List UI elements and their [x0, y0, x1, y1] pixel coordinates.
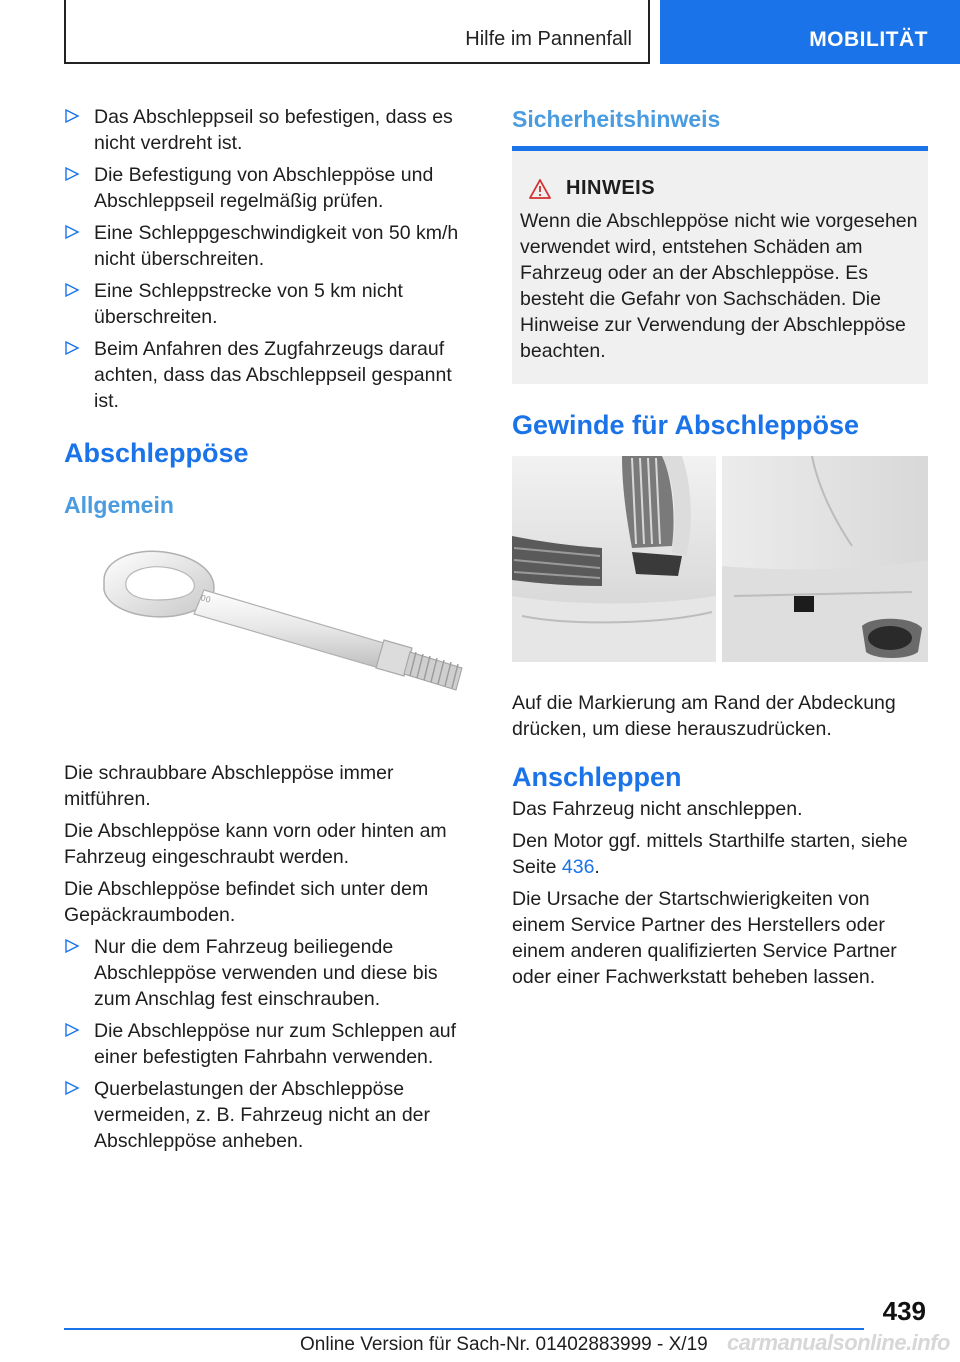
notice-title-row: [520, 177, 920, 200]
bullet-list-top: [64, 104, 478, 414]
list-item-text: Nur die dem Fahrzeug beiliegende Abschleppöse verwenden und diese bis zum Anschlag fest einschrauben.: [94, 936, 438, 1010]
list-item-text: Beim Anfahren des Zugfahrzeugs darauf achten, dass das Abschleppseil gespannt ist.: [94, 338, 452, 412]
tow-eye-illustration: [64, 530, 478, 740]
heading-abschleppoese: Abschleppöse: [64, 438, 249, 468]
notice-title: HINWEIS: [566, 177, 656, 199]
heading-anschleppen: Anschleppen: [512, 762, 682, 792]
subheading-allgemein: Allgemein: [64, 492, 174, 518]
page-number: 439: [882, 1296, 926, 1326]
paragraph: Die Ursache der Startschwierigkeiten von einem Service Partner des Herstellers oder einem anderen qualifizierten Service Partner oder einer Fachwerkstatt beheben lassen.: [512, 888, 897, 988]
reference-suffix: .: [594, 856, 600, 878]
triangle-bullet-icon: [64, 1080, 80, 1096]
svg-text:00: 00: [199, 593, 212, 605]
triangle-bullet-icon: [64, 938, 80, 954]
list-item-text: Eine Schleppstrecke von 5 km nicht überschreiten.: [94, 280, 403, 328]
paragraph-page-reference: [512, 828, 928, 880]
triangle-bullet-icon: [64, 108, 80, 124]
list-item: [64, 1076, 478, 1154]
header-chapter-title: MOBILITÄT: [809, 28, 928, 51]
notice-text: Wenn die Abschleppöse nicht wie vorgesehen verwendet wird, entstehen Schäden am Fahrzeug oder an der Abschleppöse. Es besteht die Gefahr von Sachschäden. Die Hinweise zur Verwendung der Abschleppöse beachten.: [520, 210, 918, 362]
triangle-bullet-icon: [64, 340, 80, 356]
footer-online-version: Online Version für Sach-Nr. 01402883999 - X/19: [300, 1334, 708, 1355]
header-section-title: Hilfe im Pannenfall: [465, 28, 632, 50]
triangle-bullet-icon: [64, 1022, 80, 1038]
paragraph: Das Fahrzeug nicht anschleppen.: [512, 798, 803, 820]
list-item-text: Querbelastungen der Abschleppöse vermeiden, z. B. Fahrzeug nicht an der Abschleppöse anheben.: [94, 1078, 431, 1152]
thread-instruction: Auf die Markierung am Rand der Abdeckung drücken, um diese herauszudrücken.: [512, 692, 896, 740]
list-item-text: Das Abschleppseil so befestigen, dass es nicht verdreht ist.: [94, 106, 453, 154]
header-chapter-tab: [660, 0, 960, 64]
list-item: [64, 336, 478, 414]
watermark: carmanualsonline.info: [727, 1330, 950, 1355]
list-item-text: Die Befestigung von Abschleppöse und Abschleppseil regelmäßig prüfen.: [94, 164, 434, 212]
list-item-text: Eine Schleppgeschwindigkeit von 50 km/h nicht überschreiten.: [94, 222, 459, 270]
list-item: [64, 934, 478, 1012]
triangle-bullet-icon: [64, 282, 80, 298]
list-item: [64, 162, 478, 214]
heading-sicherheitshinweis: Sicherheitshinweis: [512, 106, 721, 132]
right-column: [512, 104, 928, 996]
list-item: [64, 1018, 478, 1070]
list-item: [64, 220, 478, 272]
triangle-bullet-icon: [64, 166, 80, 182]
header-section-box: [64, 0, 650, 64]
paragraph: Die Abschleppöse befindet sich unter dem Gepäckraumboden.: [64, 878, 429, 926]
list-item: [64, 104, 478, 156]
heading-gewinde: Gewinde für Abschleppöse: [512, 410, 860, 440]
list-item-text: Die Abschleppöse nur zum Schleppen auf einer befestigten Fahrbahn verwenden.: [94, 1020, 457, 1068]
left-column: [64, 104, 478, 1160]
paragraph: Die Abschleppöse kann vorn oder hinten am Fahrzeug eingeschraubt werden.: [64, 820, 447, 868]
reference-text: Den Motor ggf. mittels Starthilfe starten, siehe Seite: [512, 830, 908, 878]
triangle-bullet-icon: [64, 224, 80, 240]
bullet-list-bottom: [64, 934, 478, 1154]
notice-box: [512, 146, 928, 384]
page-link-436[interactable]: 436: [561, 856, 595, 878]
paragraph: Die schraubbare Abschleppöse immer mitführen.: [64, 762, 394, 810]
warning-triangle-icon: [528, 178, 552, 200]
bumper-cover-photo: [512, 456, 928, 662]
list-item: [64, 278, 478, 330]
